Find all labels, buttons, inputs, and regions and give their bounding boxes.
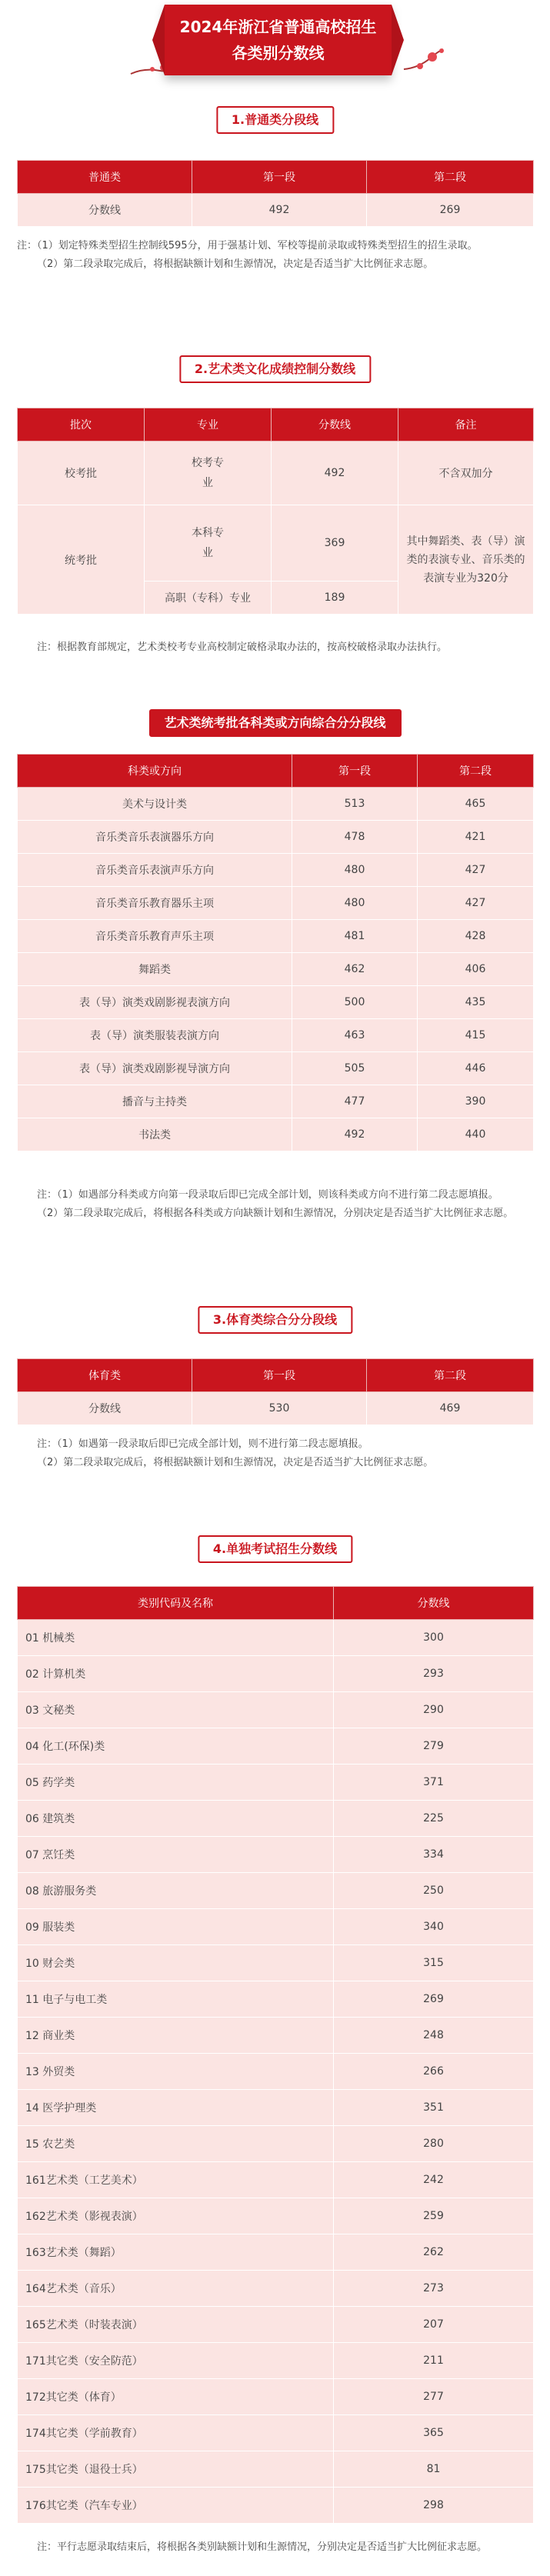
table-cell: 09 服装类 <box>18 1909 334 1945</box>
table-row <box>18 2307 534 2343</box>
table-cell: 465 <box>418 788 534 821</box>
table-cell: 音乐类音乐教育声乐主项 <box>18 920 292 953</box>
table-cell: 513 <box>292 788 418 821</box>
section-note-art-segment <box>17 1186 534 1223</box>
table-row <box>18 788 534 821</box>
table-cell: 477 <box>292 1085 418 1118</box>
table-cell <box>145 505 272 582</box>
table-row <box>18 1981 534 2018</box>
cell-text: 其中舞蹈类、表（导）演类的表演专业、音乐类的表演专业为320分 <box>406 535 525 585</box>
table-header: 专业 <box>145 408 272 442</box>
table-row <box>18 1052 534 1085</box>
table-row <box>18 2054 534 2090</box>
art-segment-score-table <box>17 754 534 1151</box>
table-cell: 334 <box>334 1837 534 1873</box>
table-cell: 446 <box>418 1052 534 1085</box>
section-title-art-segment: 艺术类统考批各科类或方向综合分分段线 <box>148 709 401 737</box>
table-row <box>18 1728 534 1765</box>
table-cell: 音乐类音乐教育器乐主项 <box>18 887 292 920</box>
plum-blossom-decoration-right <box>400 46 446 77</box>
table-cell: 05 药学类 <box>18 1765 334 1801</box>
table-cell: 250 <box>334 1873 534 1909</box>
table-cell: 440 <box>418 1118 534 1151</box>
table-cell: 505 <box>292 1052 418 1085</box>
table-header: 第一段 <box>192 1359 367 1392</box>
table-cell: 298 <box>334 2488 534 2524</box>
table-row <box>18 1801 534 1837</box>
table-row <box>18 986 534 1019</box>
table-cell: 390 <box>418 1085 534 1118</box>
table-cell: 不含双加分 <box>398 442 534 505</box>
table-cell: 492 <box>272 442 398 505</box>
table-cell: 427 <box>418 887 534 920</box>
table-cell: 163艺术类（舞蹈） <box>18 2234 334 2271</box>
table-row <box>18 2162 534 2198</box>
table-cell: 03 文秘类 <box>18 1692 334 1728</box>
page-subtitle: 各类别分数线 <box>232 44 325 62</box>
table-row <box>18 2198 534 2234</box>
table-cell: 175其它类（退役士兵） <box>18 2451 334 2488</box>
table-row <box>18 2488 534 2524</box>
note-paragraph: 注：平行志愿录取结束后，将根据各类别缺额计划和生源情况，分别决定是否适当扩大比例征求志愿。 <box>37 2541 488 2553</box>
table-cell: 259 <box>334 2198 534 2234</box>
table-cell: 01 机械类 <box>18 1620 334 1656</box>
table-row <box>18 2090 534 2126</box>
table-row <box>18 1656 534 1692</box>
section-note-general <box>17 237 534 274</box>
table-row <box>18 1019 534 1052</box>
note-paragraph: 注：（1）划定特殊类型招生控制线595分，用于强基计划、军校等提前录取或特殊类型招生的招生录取。 <box>17 240 478 252</box>
table-cell: 469 <box>367 1392 534 1425</box>
table-row <box>18 887 534 920</box>
cell-text: 校考专业 <box>192 457 224 489</box>
table-cell: 分数线 <box>18 194 192 227</box>
table-header: 第一段 <box>292 755 418 788</box>
table-row <box>18 1873 534 1909</box>
table-cell: 371 <box>334 1765 534 1801</box>
table-cell: 351 <box>334 2090 534 2126</box>
table-cell: 11 电子与电工类 <box>18 1981 334 2018</box>
table-cell: 174其它类（学前教育） <box>18 2415 334 2451</box>
section-note-art-culture <box>17 638 534 657</box>
table-cell: 280 <box>334 2126 534 2162</box>
table-row <box>18 1620 534 1656</box>
table-header: 第一段 <box>192 161 367 194</box>
table-cell: 530 <box>192 1392 367 1425</box>
page-title: 2024年浙江省普通高校招生 <box>179 18 377 36</box>
table-header: 批次 <box>18 408 145 442</box>
table-cell: 12 商业类 <box>18 2018 334 2054</box>
table-cell <box>145 442 272 505</box>
table-header: 第二段 <box>418 755 534 788</box>
table-row <box>18 854 534 887</box>
table-cell: 表（导）演类服装表演方向 <box>18 1019 292 1052</box>
table-cell: 音乐类音乐表演器乐方向 <box>18 821 292 854</box>
table-cell: 分数线 <box>18 1392 192 1425</box>
table-cell: 427 <box>418 854 534 887</box>
section-title-art-culture: 2.艺术类文化成绩控制分数线 <box>179 355 371 383</box>
table-row <box>18 1085 534 1118</box>
table-row <box>18 2343 534 2379</box>
table-cell: 08 旅游服务类 <box>18 1873 334 1909</box>
table-header: 分数线 <box>334 1587 534 1620</box>
section-title-general: 1.普通类分段线 <box>216 106 334 134</box>
table-cell: 421 <box>418 821 534 854</box>
table-cell: 13 外贸类 <box>18 2054 334 2090</box>
table-cell: 293 <box>334 1656 534 1692</box>
table-cell: 音乐类音乐表演声乐方向 <box>18 854 292 887</box>
table-cell: 书法类 <box>18 1118 292 1151</box>
table-cell: 406 <box>418 953 534 986</box>
table-cell: 高职（专科）专业 <box>145 582 272 615</box>
table-row <box>18 2451 534 2488</box>
table-cell: 15 农艺类 <box>18 2126 334 2162</box>
table-row <box>18 2415 534 2451</box>
table-cell: 415 <box>418 1019 534 1052</box>
table-cell: 14 医学护理类 <box>18 2090 334 2126</box>
table-cell: 266 <box>334 2054 534 2090</box>
note-paragraph: （2）第二段录取完成后，将根据各科类或方向缺额计划和生源情况，分别决定是否适当扩大比例征求志愿。 <box>37 1208 514 1219</box>
table-row <box>18 1118 534 1151</box>
table-cell: 492 <box>192 194 367 227</box>
table-cell: 481 <box>292 920 418 953</box>
table-cell: 269 <box>367 194 534 227</box>
table-cell: 207 <box>334 2307 534 2343</box>
note-paragraph: 注：根据教育部规定，艺术类校考专业高校制定破格录取办法的，按高校破格录取办法执行。 <box>37 642 448 653</box>
table-row <box>18 920 534 953</box>
single-exam-score-table <box>17 1586 534 2524</box>
table-header: 普通类 <box>18 161 192 194</box>
table-cell: 315 <box>334 1945 534 1981</box>
table-cell: 211 <box>334 2343 534 2379</box>
table-cell: 269 <box>334 1981 534 2018</box>
section-title-sports: 3.体育类综合分分段线 <box>198 1306 352 1334</box>
section-note-single-exam <box>17 2538 534 2557</box>
table-cell: 161艺术类（工艺美术） <box>18 2162 334 2198</box>
table-cell: 舞蹈类 <box>18 953 292 986</box>
table-row <box>18 1765 534 1801</box>
table-cell: 表（导）演类戏剧影视导演方向 <box>18 1052 292 1085</box>
note-paragraph: 注：（1）如遇第一段录取后即已完成全部计划，则不进行第二段志愿填报。 <box>37 1438 368 1450</box>
table-cell: 480 <box>292 887 418 920</box>
table-cell: 242 <box>334 2162 534 2198</box>
table-cell: 478 <box>292 821 418 854</box>
table-cell: 播音与主持类 <box>18 1085 292 1118</box>
table-cell: 290 <box>334 1692 534 1728</box>
table-row <box>18 821 534 854</box>
table-cell: 248 <box>334 2018 534 2054</box>
note-paragraph: （2）第二段录取完成后，将根据缺额计划和生源情况，决定是否适当扩大比例征求志愿。 <box>37 258 434 270</box>
table-cell: 273 <box>334 2271 534 2307</box>
section-title-single-exam: 4.单独考试招生分数线 <box>198 1535 352 1563</box>
table-cell: 279 <box>334 1728 534 1765</box>
table-row <box>18 1837 534 1873</box>
table-cell: 表（导）演类戏剧影视表演方向 <box>18 986 292 1019</box>
table-row <box>18 1909 534 1945</box>
table-cell: 340 <box>334 1909 534 1945</box>
table-cell: 492 <box>292 1118 418 1151</box>
table-cell: 462 <box>292 953 418 986</box>
table-row <box>18 2018 534 2054</box>
table-row <box>18 2271 534 2307</box>
table-header: 体育类 <box>18 1359 192 1392</box>
table-header: 备注 <box>398 408 534 442</box>
table-cell: 81 <box>334 2451 534 2488</box>
table-cell: 480 <box>292 854 418 887</box>
table-cell: 500 <box>292 986 418 1019</box>
general-score-table <box>17 160 534 227</box>
table-cell: 435 <box>418 986 534 1019</box>
page-title-banner <box>165 5 392 75</box>
cell-text: 本科专业 <box>192 527 224 559</box>
table-cell: 校考批 <box>18 442 145 505</box>
table-row <box>18 2126 534 2162</box>
section-note-sports <box>17 1435 534 1472</box>
table-header: 分数线 <box>272 408 398 442</box>
table-cell: 300 <box>334 1620 534 1656</box>
table-cell: 06 建筑类 <box>18 1801 334 1837</box>
table-cell: 07 烹饪类 <box>18 1837 334 1873</box>
table-cell: 02 计算机类 <box>18 1656 334 1692</box>
table-row <box>18 1692 534 1728</box>
table-cell: 171其它类（安全防范） <box>18 2343 334 2379</box>
table-cell: 162艺术类（影视表演） <box>18 2198 334 2234</box>
table-cell: 统考批 <box>18 505 145 615</box>
table-header: 第二段 <box>367 161 534 194</box>
table-cell: 262 <box>334 2234 534 2271</box>
table-cell: 365 <box>334 2415 534 2451</box>
note-paragraph: （2）第二段录取完成后，将根据缺额计划和生源情况，决定是否适当扩大比例征求志愿。 <box>37 1457 434 1468</box>
table-row <box>18 2234 534 2271</box>
table-header: 科类或方向 <box>18 755 292 788</box>
table-row <box>18 1945 534 1981</box>
table-cell: 463 <box>292 1019 418 1052</box>
table-cell: 172其它类（体育） <box>18 2379 334 2415</box>
table-cell <box>398 505 534 615</box>
table-cell: 04 化工(环保)类 <box>18 1728 334 1765</box>
table-cell: 美术与设计类 <box>18 788 292 821</box>
table-cell: 277 <box>334 2379 534 2415</box>
table-row <box>18 953 534 986</box>
table-row <box>18 2379 534 2415</box>
table-header: 类别代码及名称 <box>18 1587 334 1620</box>
art-culture-score-table <box>17 408 534 615</box>
table-cell: 165艺术类（时装表演） <box>18 2307 334 2343</box>
table-cell: 176其它类（汽车专业） <box>18 2488 334 2524</box>
table-cell: 369 <box>272 505 398 582</box>
table-cell: 225 <box>334 1801 534 1837</box>
table-cell: 10 财会类 <box>18 1945 334 1981</box>
table-cell: 189 <box>272 582 398 615</box>
note-paragraph: 注：（1）如遇部分科类或方向第一段录取后即已完成全部计划，则该科类或方向不进行第二段志愿填报。 <box>37 1189 498 1201</box>
table-header: 第二段 <box>367 1359 534 1392</box>
table-cell: 164艺术类（音乐） <box>18 2271 334 2307</box>
table-cell: 428 <box>418 920 534 953</box>
sports-score-table <box>17 1358 534 1425</box>
